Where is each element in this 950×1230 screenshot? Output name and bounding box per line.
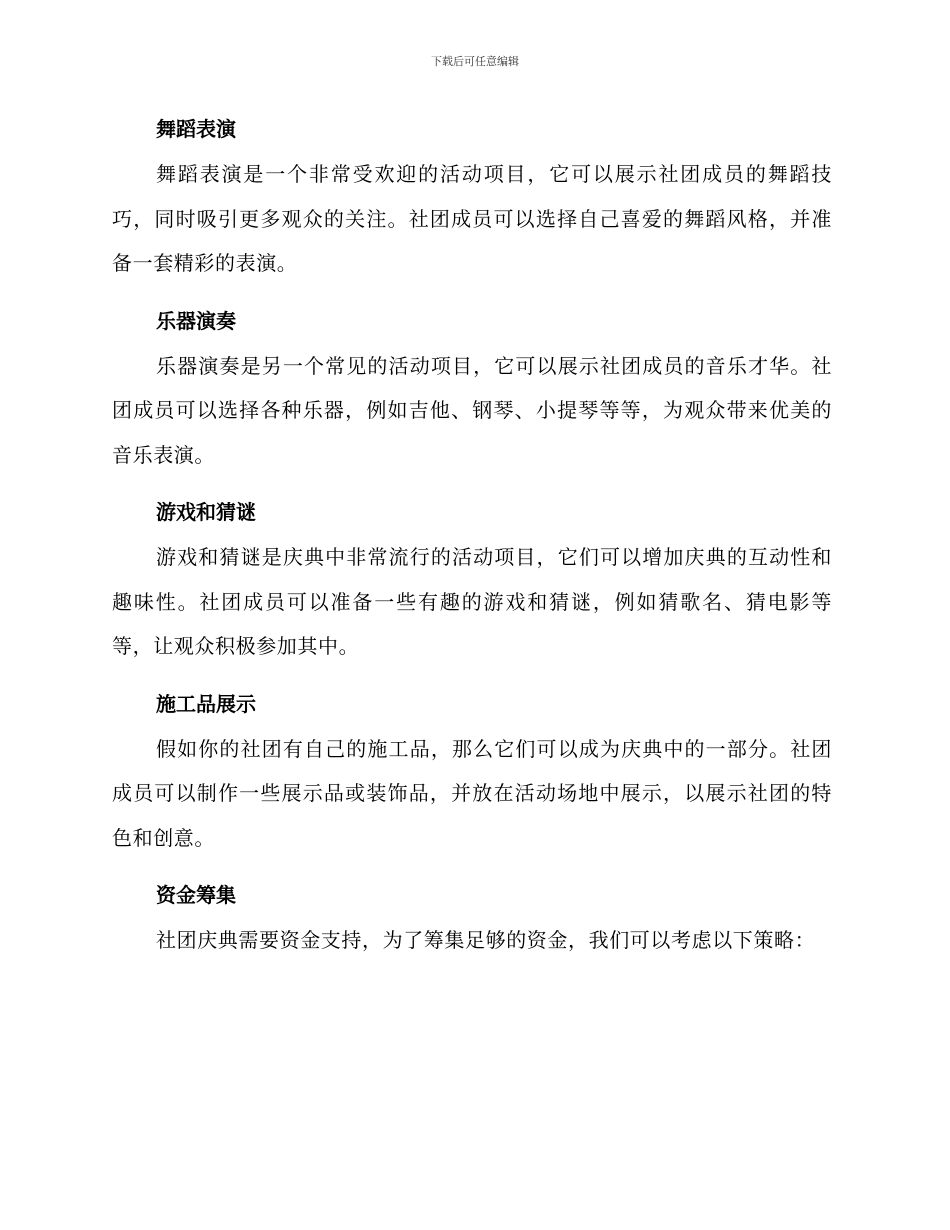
section-funding: [112, 876, 832, 963]
section-paragraph: 游戏和猜谜是庆典中非常流行的活动项目，它们可以增加庆典的互动性和趣味性。社团成员可以准备一些有趣的游戏和猜谜，例如猜歌名、猜电影等等，让观众积极参加其中。: [112, 545, 832, 658]
section-heading: 游戏和猜谜: [156, 500, 256, 524]
section-heading: 施工品展示: [156, 691, 256, 716]
section-paragraph: 舞蹈表演是一个非常受欢迎的活动项目，它可以展示社团成员的舞蹈技巧，同时吸引更多观众的关注。社团成员可以选择自己喜爱的舞蹈风格，并准备一套精彩的表演。: [112, 162, 832, 275]
section-paragraph: 社团庆典需要资金支持，为了筹集足够的资金，我们可以考虑以下策略：: [156, 928, 816, 952]
section-works: [112, 685, 832, 861]
document-body: [112, 110, 832, 979]
section-paragraph: 乐器演奏是另一个常见的活动项目，它可以展示社团成员的音乐才华。社团成员可以选择各种乐器，例如吉他、钢琴、小提琴等等，为观众带来优美的音乐表演。: [112, 353, 832, 467]
section-heading: 资金筹集: [156, 883, 236, 907]
section-heading: 舞蹈表演: [156, 117, 236, 141]
page-header: 下载后可任意编辑: [431, 55, 519, 68]
section-heading: 乐器演奏: [156, 308, 236, 333]
section-paragraph: 假如你的社团有自己的施工品，那么它们可以成为庆典中的一部分。社团成员可以制作一些展示品或装饰品，并放在活动场地中展示，以展示社团的特色和创意。: [112, 736, 832, 850]
section-dance: [112, 110, 832, 286]
section-games: [112, 493, 832, 669]
section-instrument: [112, 302, 832, 478]
